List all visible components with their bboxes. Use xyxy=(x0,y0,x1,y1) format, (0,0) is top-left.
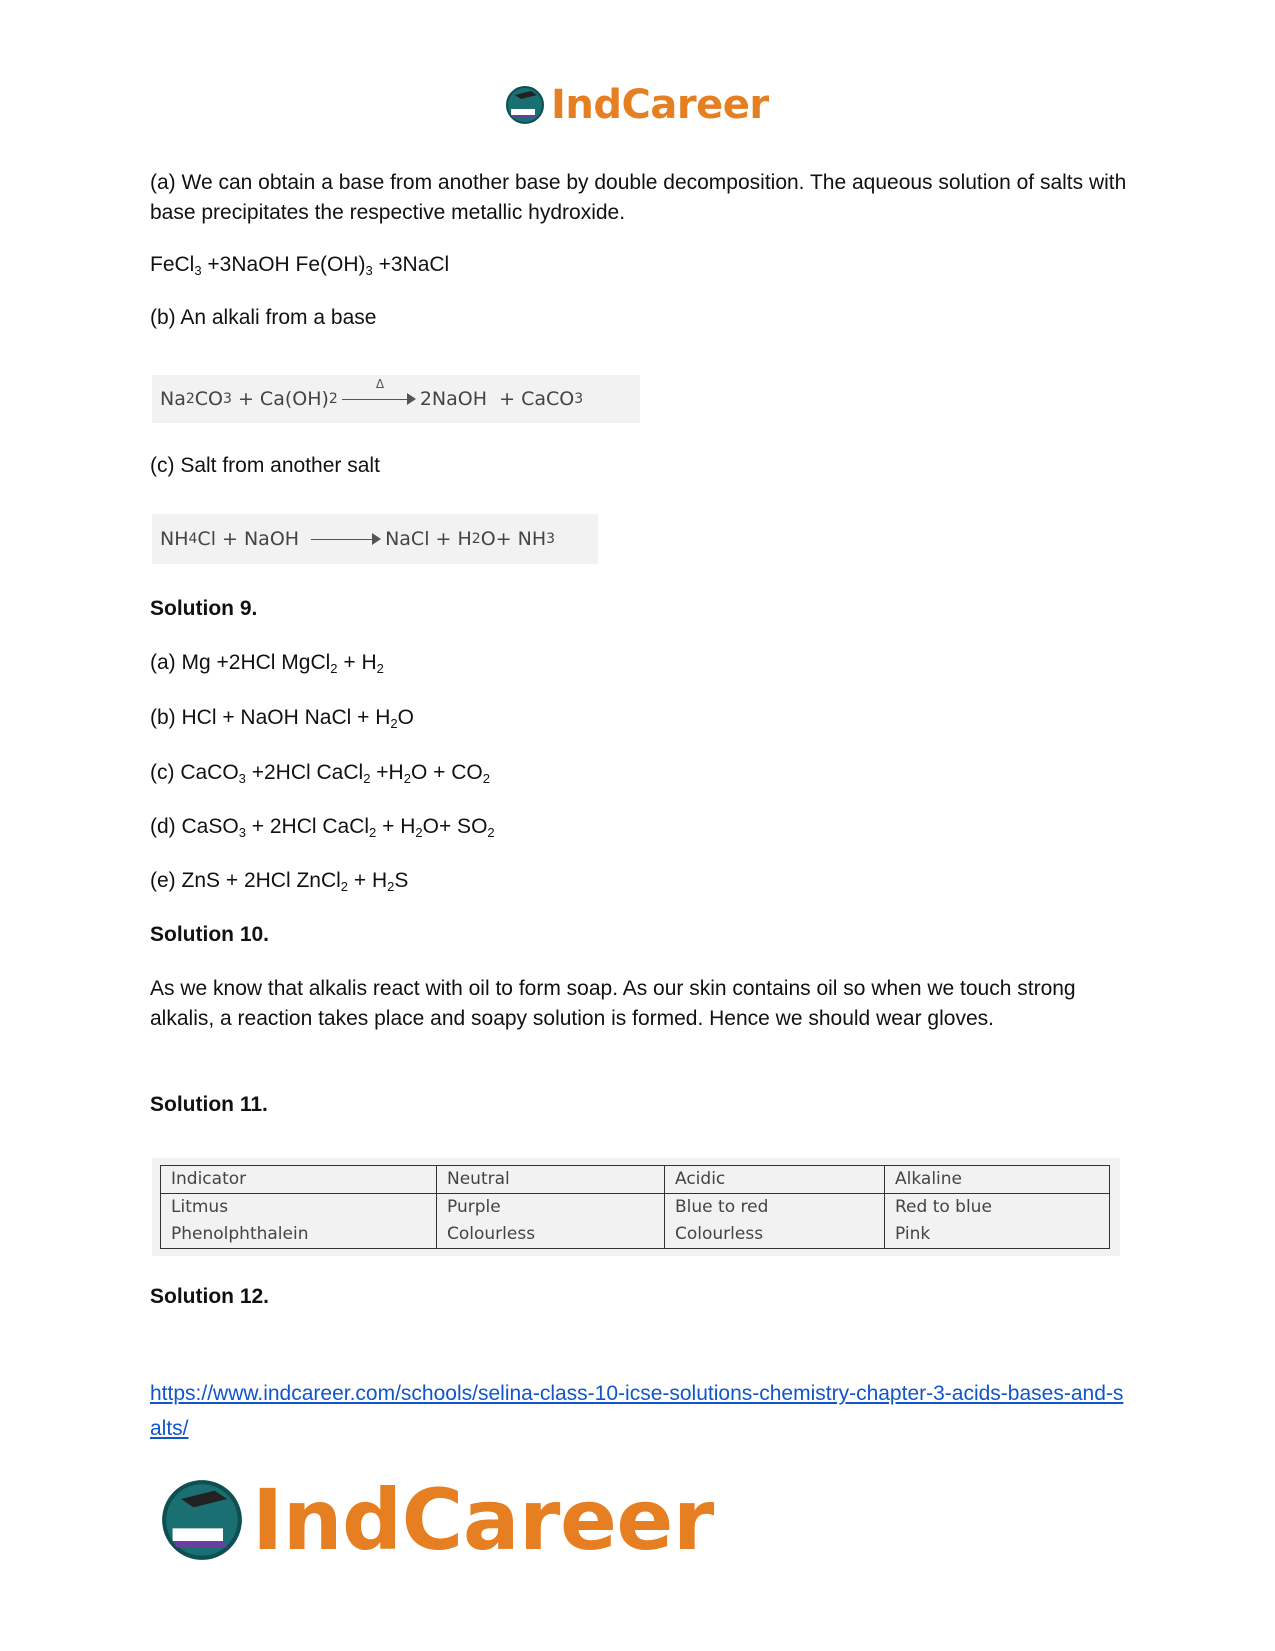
solution-9-b: (b) HCl + NaOH NaCl + $H_2O$ xyxy=(150,706,414,731)
solution-9-heading: Solution 9. xyxy=(150,597,258,620)
footer-logo xyxy=(160,1470,714,1570)
table-row xyxy=(161,1194,1110,1222)
source-link[interactable]: https://www.indcareer.com/schools/selina-class-10-icse-solutions-chemistry-chapter-3-acids-bases-and-salts/ xyxy=(150,1382,1124,1440)
paragraph-c: (c) Salt from another salt xyxy=(150,454,380,477)
equation-image-c: NH 4 Cl + NaOH NaCl + H 2 O+ NH 3 xyxy=(152,514,598,564)
table-cell: Litmus xyxy=(161,1194,437,1222)
globe-book-icon xyxy=(505,85,545,125)
header-logo xyxy=(505,80,769,130)
logo-wordmark: IndCareer xyxy=(252,1471,714,1569)
solution-9-c: (c) CaCO$_3$ +2HCl CaCl$_2$ $+H_2O + CO_2$ xyxy=(150,761,490,786)
paragraph-b: (b) An alkali from a base xyxy=(150,306,377,329)
table-header: Indicator xyxy=(161,1166,437,1194)
table-cell: Purple xyxy=(437,1194,665,1222)
table-header: Alkaline xyxy=(885,1166,1110,1194)
indicator-table xyxy=(160,1165,1110,1249)
solution-9-d: (d) CaSO$_3$ + 2HCl CaCl$_2$ + $H_2O+ SO_2$ xyxy=(150,815,495,840)
table-cell: Pink xyxy=(885,1221,1110,1249)
indicator-table-image xyxy=(152,1158,1120,1256)
solution-11-heading: Solution 11. xyxy=(150,1093,268,1116)
solution-9-a: (a) Mg +2HCl MgCl$_2$ + $H_2$ xyxy=(150,651,384,676)
table-row xyxy=(161,1221,1110,1249)
table-cell: Red to blue xyxy=(885,1194,1110,1222)
table-cell: Blue to red xyxy=(665,1194,885,1222)
solution-10-text: As we know that alkalis react with oil to form soap. As our skin contains oil so when we touch strong alkalis, a reaction takes place and soapy solution is formed. Hence we should wear gloves. xyxy=(150,977,1076,1030)
equation-image-b: Na 2 CO 3 + Ca(OH) 2 Δ 2NaOH + CaCO 3 xyxy=(152,375,640,423)
globe-book-icon xyxy=(160,1478,244,1562)
solution-12-heading: Solution 12. xyxy=(150,1285,270,1308)
table-header-row xyxy=(161,1166,1110,1194)
table-header: Acidic xyxy=(665,1166,885,1194)
arrow-icon xyxy=(311,529,381,549)
table-cell: Phenolphthalein xyxy=(161,1221,437,1249)
logo-wordmark: IndCareer xyxy=(551,82,769,128)
table-cell: Colourless xyxy=(665,1221,885,1249)
equation-fecl3: FeCl$_3$ +3NaOH $Fe(OH)_3$ +3NaCl xyxy=(150,253,450,278)
solution-10-heading: Solution 10. xyxy=(150,923,270,946)
table-header: Neutral xyxy=(437,1166,665,1194)
paragraph-a: (a) We can obtain a base from another base by double decomposition. The aqueous solution of salts with base precipitates the respective metallic hydroxide. xyxy=(150,171,1127,224)
table-cell: Colourless xyxy=(437,1221,665,1249)
solution-9-e: (e) ZnS + 2HCl ZnCl$_2$ + $H_2S$ xyxy=(150,869,409,894)
heat-arrow-icon: Δ xyxy=(342,389,416,409)
